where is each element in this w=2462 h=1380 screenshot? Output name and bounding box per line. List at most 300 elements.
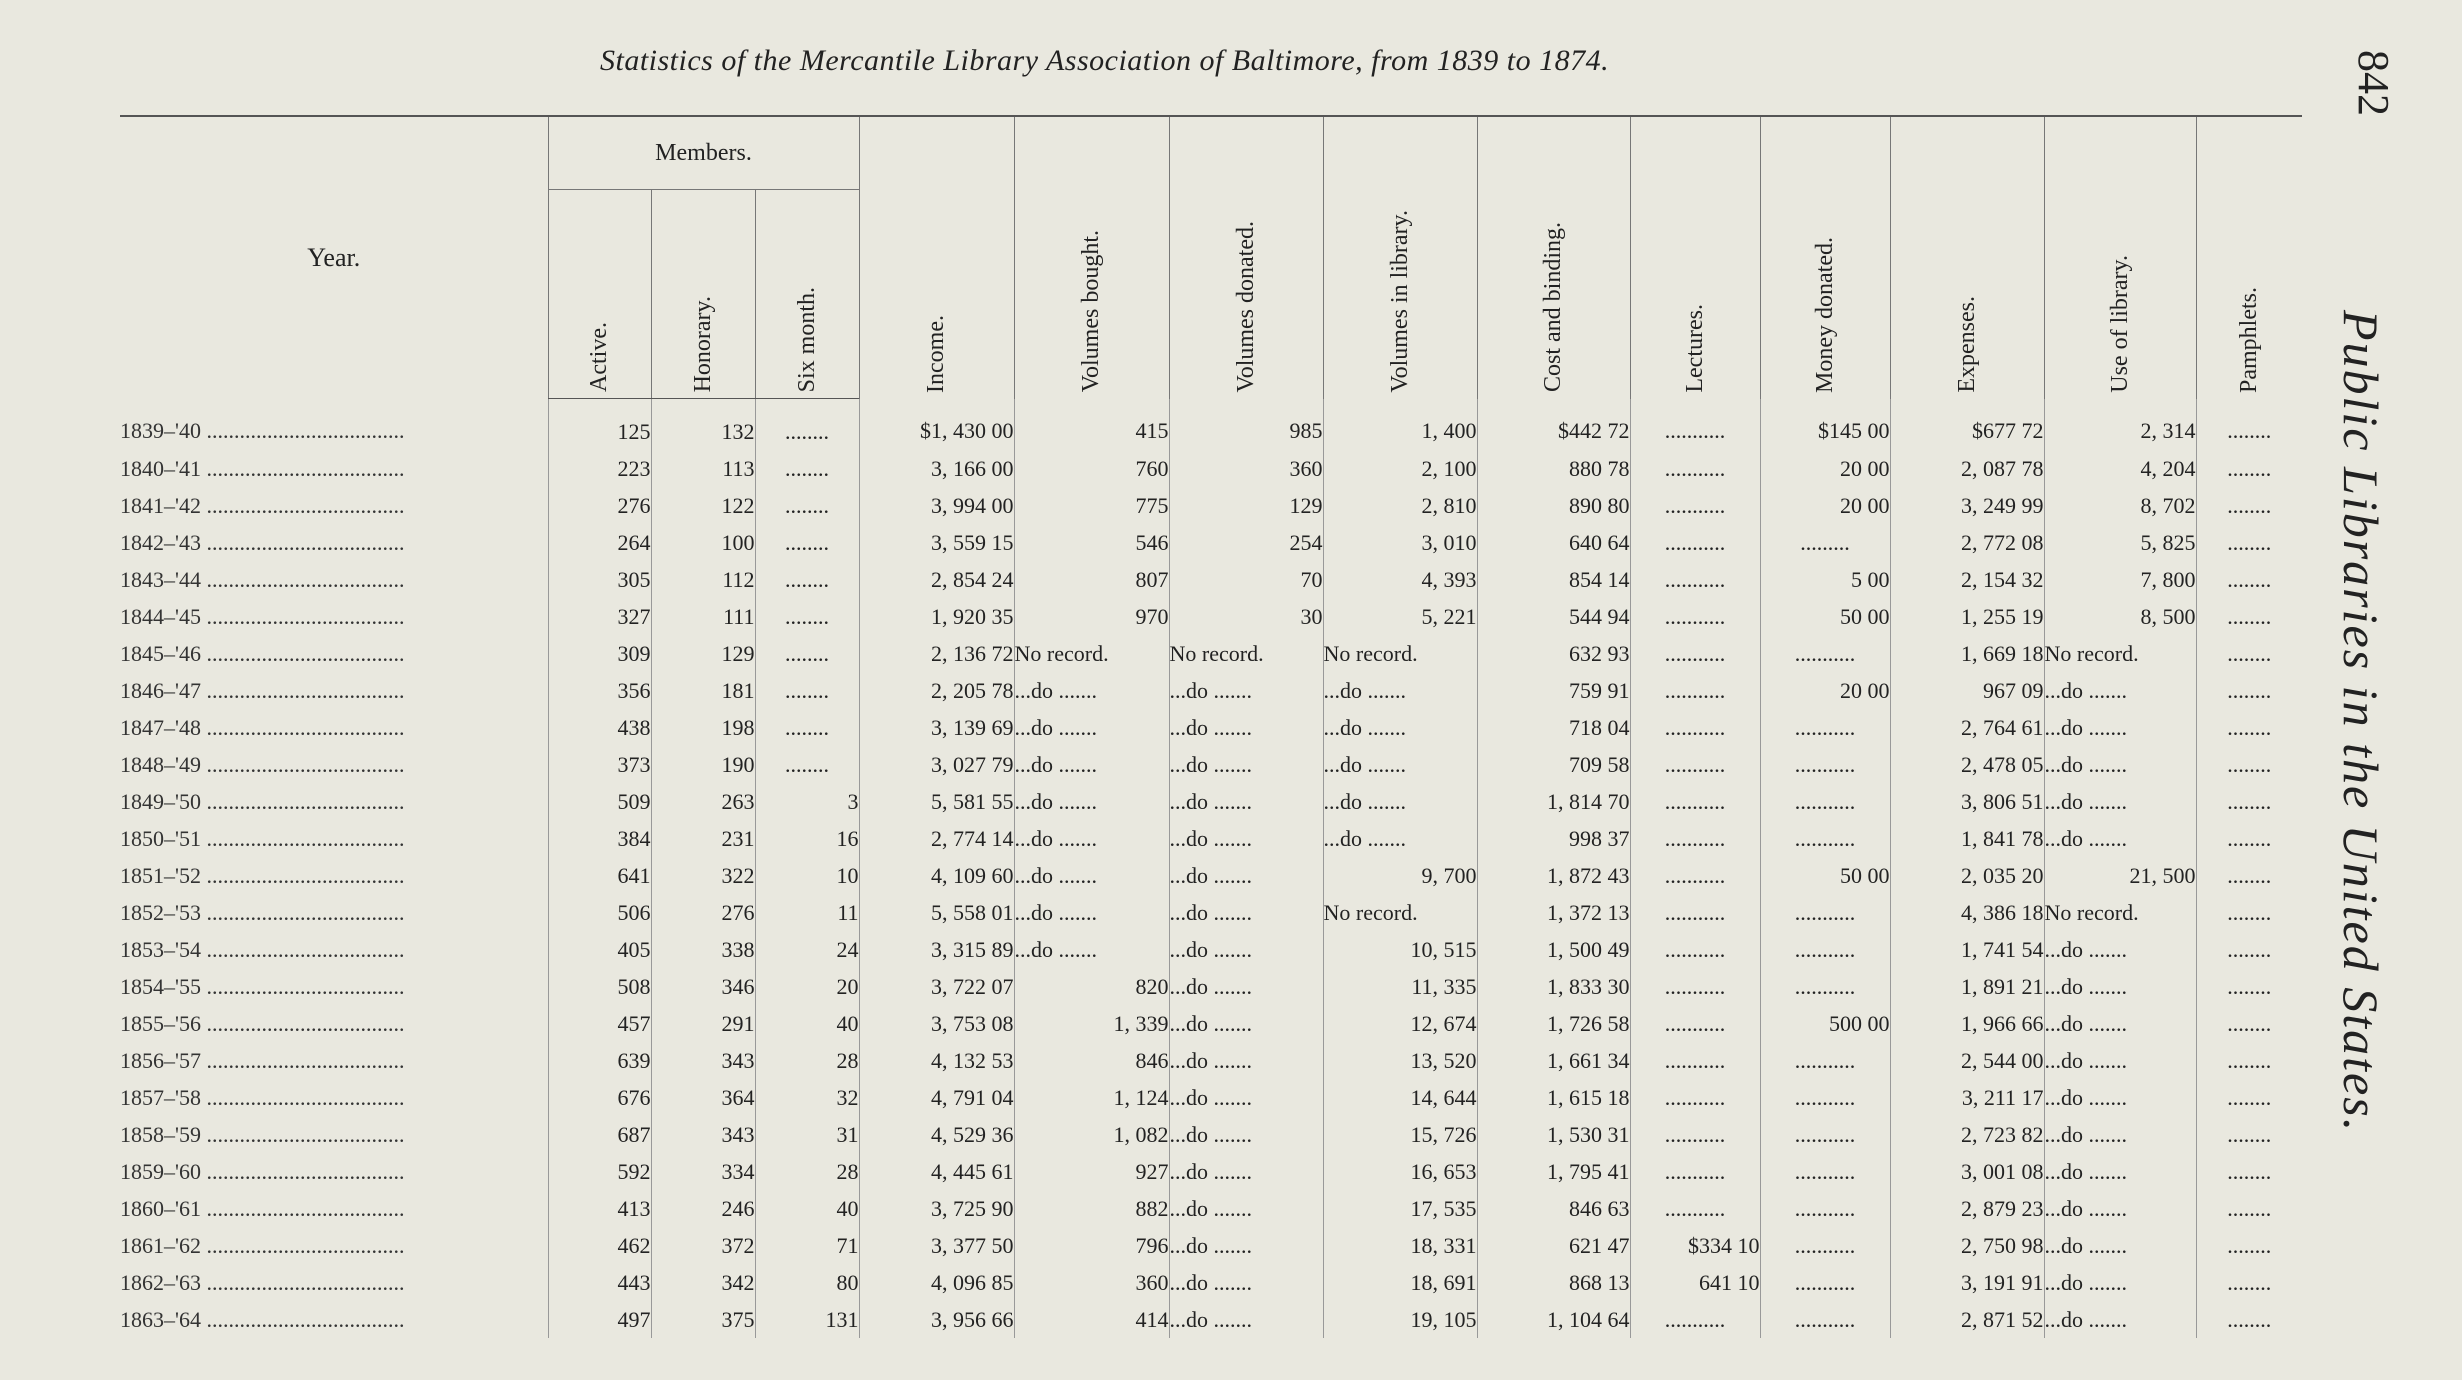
use-of-library-cell: ...do ....... [2044, 1116, 2196, 1153]
income-cell: $1, 430 00 [859, 399, 1014, 451]
expenses-cell: 2, 087 78 [1890, 450, 2044, 487]
six-month-cell: 10 [755, 857, 859, 894]
pamphlets-cell: ........ [2196, 931, 2302, 968]
expenses-header: Expenses. [1890, 116, 2044, 399]
pamphlets-cell: ........ [2196, 450, 2302, 487]
income-cell: 4, 109 60 [859, 857, 1014, 894]
page-title: Statistics of the Mercantile Library Association of Baltimore, from 1839 to 1874. [600, 44, 1610, 77]
lectures-cell: ........... [1630, 598, 1760, 635]
cost-and-binding-cell: 1, 530 31 [1477, 1116, 1630, 1153]
active-cell: 497 [548, 1301, 651, 1338]
lectures-cell: ........... [1630, 450, 1760, 487]
money-donated-cell: ........... [1760, 635, 1890, 672]
six-month-cell: ........ [755, 635, 859, 672]
use-of-library-cell: ...do ....... [2044, 709, 2196, 746]
honorary-cell: 263 [651, 783, 755, 820]
use-of-library-cell: 4, 204 [2044, 450, 2196, 487]
expenses-cell: 2, 035 20 [1890, 857, 2044, 894]
money-donated-cell: ........... [1760, 931, 1890, 968]
header-row-top [120, 116, 2302, 190]
volumes-bought-header: Volumes bought. [1014, 116, 1169, 399]
use-of-library-cell: ...do ....... [2044, 1227, 2196, 1264]
volumes-in-library-cell: 2, 810 [1323, 487, 1477, 524]
volumes-donated-cell: ...do ....... [1169, 894, 1323, 931]
use-of-library-cell: 21, 500 [2044, 857, 2196, 894]
active-cell: 276 [548, 487, 651, 524]
year-cell: 1841–'42 .................................... [120, 492, 405, 518]
money-donated-cell: 50 00 [1760, 857, 1890, 894]
running-head: Public Libraries in the United States. [2333, 310, 2389, 1134]
volumes-in-library-cell: 15, 726 [1323, 1116, 1477, 1153]
volumes-donated-cell: ...do ....... [1169, 1153, 1323, 1190]
money-donated-cell: ........... [1760, 894, 1890, 931]
volumes-in-library-cell: ...do ....... [1323, 820, 1477, 857]
pamphlets-cell: ........ [2196, 598, 2302, 635]
lectures-cell: $334 10 [1630, 1227, 1760, 1264]
volumes-in-library-cell: ...do ....... [1323, 746, 1477, 783]
honorary-cell: 181 [651, 672, 755, 709]
honorary-cell: 129 [651, 635, 755, 672]
table-row [120, 1301, 2302, 1338]
volumes-bought-cell: ...do ....... [1014, 783, 1169, 820]
honorary-cell: 372 [651, 1227, 755, 1264]
money-donated-cell: ........... [1760, 1227, 1890, 1264]
pamphlets-cell: ........ [2196, 1042, 2302, 1079]
money-donated-cell: ........... [1760, 1042, 1890, 1079]
money-donated-cell: ........... [1760, 746, 1890, 783]
six-month-cell: ........ [755, 561, 859, 598]
honorary-cell: 112 [651, 561, 755, 598]
income-cell: 5, 581 55 [859, 783, 1014, 820]
volumes-in-library-cell: 11, 335 [1323, 968, 1477, 1005]
income-header: Income. [859, 116, 1014, 399]
income-cell: 2, 854 24 [859, 561, 1014, 598]
pamphlets-cell: ........ [2196, 399, 2302, 451]
use-of-library-cell: ...do ....... [2044, 968, 2196, 1005]
cost-and-binding-cell: 880 78 [1477, 450, 1630, 487]
expenses-cell: 1, 255 19 [1890, 598, 2044, 635]
pamphlets-cell: ........ [2196, 1227, 2302, 1264]
volumes-in-library-cell: 19, 105 [1323, 1301, 1477, 1338]
lectures-cell: ........... [1630, 635, 1760, 672]
active-cell: 508 [548, 968, 651, 1005]
six-month-cell: 28 [755, 1153, 859, 1190]
six-month-cell: 40 [755, 1005, 859, 1042]
lectures-cell: ........... [1630, 524, 1760, 561]
table-row [120, 968, 2302, 1005]
money-donated-cell: ........... [1760, 1301, 1890, 1338]
volumes-in-library-cell: 2, 100 [1323, 450, 1477, 487]
cost-and-binding-cell: 1, 372 13 [1477, 894, 1630, 931]
expenses-cell: 2, 544 00 [1890, 1042, 2044, 1079]
cost-and-binding-cell: 890 80 [1477, 487, 1630, 524]
table-row [120, 783, 2302, 820]
table-row [120, 1042, 2302, 1079]
volumes-in-library-cell: 14, 644 [1323, 1079, 1477, 1116]
money-donated-cell: ........... [1760, 820, 1890, 857]
year-cell: 1849–'50 .................................... [120, 788, 405, 814]
six-month-cell: ........ [755, 746, 859, 783]
honorary-cell: 132 [651, 399, 755, 451]
honorary-cell: 342 [651, 1264, 755, 1301]
money-donated-cell: 20 00 [1760, 450, 1890, 487]
lectures-cell: ........... [1630, 1153, 1760, 1190]
volumes-donated-cell: ...do ....... [1169, 1042, 1323, 1079]
six-month-cell: ........ [755, 598, 859, 635]
cost-and-binding-cell: 998 37 [1477, 820, 1630, 857]
lectures-cell: ........... [1630, 709, 1760, 746]
income-cell: 4, 096 85 [859, 1264, 1014, 1301]
volumes-bought-cell: 546 [1014, 524, 1169, 561]
volumes-bought-cell: 414 [1014, 1301, 1169, 1338]
cost-and-binding-cell: 1, 795 41 [1477, 1153, 1630, 1190]
cost-and-binding-cell: 1, 726 58 [1477, 1005, 1630, 1042]
use-of-library-cell: 2, 314 [2044, 399, 2196, 451]
honorary-cell: 276 [651, 894, 755, 931]
volumes-bought-cell: ...do ....... [1014, 820, 1169, 857]
use-of-library-cell: ...do ....... [2044, 1190, 2196, 1227]
honorary-cell: 322 [651, 857, 755, 894]
money-donated-cell: ........... [1760, 1116, 1890, 1153]
volumes-donated-cell: 254 [1169, 524, 1323, 561]
year-cell: 1844–'45 .................................... [120, 603, 405, 629]
lectures-cell: ........... [1630, 399, 1760, 451]
volumes-in-library-cell: 16, 653 [1323, 1153, 1477, 1190]
lectures-cell: ........... [1630, 1042, 1760, 1079]
income-cell: 3, 722 07 [859, 968, 1014, 1005]
volumes-donated-cell: No record. [1169, 635, 1323, 672]
money-donated-cell: 5 00 [1760, 561, 1890, 598]
use-of-library-cell: 8, 702 [2044, 487, 2196, 524]
year-header: Year. [307, 242, 361, 272]
honorary-cell: 190 [651, 746, 755, 783]
lectures-cell: ........... [1630, 1116, 1760, 1153]
table-row [120, 399, 2302, 451]
statistics-table [120, 115, 2302, 1338]
year-cell: 1861–'62 .................................... [120, 1232, 405, 1258]
active-cell: 305 [548, 561, 651, 598]
table-row [120, 524, 2302, 561]
expenses-cell: 1, 891 21 [1890, 968, 2044, 1005]
volumes-donated-cell: ...do ....... [1169, 746, 1323, 783]
honorary-header: Honorary. [651, 190, 755, 399]
year-cell: 1853–'54 .................................... [120, 936, 405, 962]
year-cell: 1850–'51 .................................... [120, 825, 405, 851]
volumes-donated-cell: ...do ....... [1169, 709, 1323, 746]
volumes-bought-cell: 1, 124 [1014, 1079, 1169, 1116]
expenses-cell: 4, 386 18 [1890, 894, 2044, 931]
expenses-cell: 3, 806 51 [1890, 783, 2044, 820]
expenses-cell: 967 09 [1890, 672, 2044, 709]
pamphlets-cell: ........ [2196, 487, 2302, 524]
expenses-cell: $677 72 [1890, 399, 2044, 451]
table-row [120, 1264, 2302, 1301]
six-month-cell: 20 [755, 968, 859, 1005]
lectures-cell: ........... [1630, 1301, 1760, 1338]
money-donated-cell: ........... [1760, 1190, 1890, 1227]
pamphlets-cell: ........ [2196, 820, 2302, 857]
money-donated-cell: ........... [1760, 968, 1890, 1005]
pamphlets-cell: ........ [2196, 1005, 2302, 1042]
year-cell: 1842–'43 .................................... [120, 529, 405, 555]
income-cell: 4, 132 53 [859, 1042, 1014, 1079]
volumes-in-library-cell: 12, 674 [1323, 1005, 1477, 1042]
lectures-cell: ........... [1630, 561, 1760, 598]
expenses-cell: 1, 966 66 [1890, 1005, 2044, 1042]
expenses-cell: 3, 211 17 [1890, 1079, 2044, 1116]
volumes-in-library-cell: No record. [1323, 635, 1477, 672]
volumes-bought-cell: 846 [1014, 1042, 1169, 1079]
volumes-bought-cell: 760 [1014, 450, 1169, 487]
expenses-cell: 3, 191 91 [1890, 1264, 2044, 1301]
cost-and-binding-cell: 1, 661 34 [1477, 1042, 1630, 1079]
use-of-library-cell: ...do ....... [2044, 1042, 2196, 1079]
volumes-donated-cell: 360 [1169, 450, 1323, 487]
lectures-cell: ........... [1630, 783, 1760, 820]
honorary-cell: 100 [651, 524, 755, 561]
six-month-cell: 28 [755, 1042, 859, 1079]
table-row [120, 1227, 2302, 1264]
year-cell: 1863–'64 .................................... [120, 1306, 405, 1332]
six-month-cell: ........ [755, 399, 859, 451]
active-cell: 676 [548, 1079, 651, 1116]
money-donated-cell: $145 00 [1760, 399, 1890, 451]
use-of-library-cell: 8, 500 [2044, 598, 2196, 635]
volumes-in-library-cell: 13, 520 [1323, 1042, 1477, 1079]
honorary-cell: 375 [651, 1301, 755, 1338]
active-cell: 356 [548, 672, 651, 709]
active-cell: 413 [548, 1190, 651, 1227]
income-cell: 4, 791 04 [859, 1079, 1014, 1116]
money-donated-cell: ........... [1760, 1079, 1890, 1116]
active-cell: 223 [548, 450, 651, 487]
volumes-bought-cell: 415 [1014, 399, 1169, 451]
active-cell: 462 [548, 1227, 651, 1264]
income-cell: 3, 956 66 [859, 1301, 1014, 1338]
year-cell: 1852–'53 .................................... [120, 899, 405, 925]
table-row [120, 746, 2302, 783]
volumes-bought-cell: ...do ....... [1014, 709, 1169, 746]
table-row [120, 894, 2302, 931]
table-row [120, 561, 2302, 598]
honorary-cell: 246 [651, 1190, 755, 1227]
volumes-bought-cell: 1, 339 [1014, 1005, 1169, 1042]
active-header: Active. [548, 190, 651, 399]
volumes-donated-cell: ...do ....... [1169, 820, 1323, 857]
use-of-library-cell: ...do ....... [2044, 1264, 2196, 1301]
six-month-cell: 131 [755, 1301, 859, 1338]
volumes-bought-cell: ...do ....... [1014, 746, 1169, 783]
active-cell: 384 [548, 820, 651, 857]
cost-and-binding-cell: 1, 872 43 [1477, 857, 1630, 894]
use-of-library-cell: ...do ....... [2044, 820, 2196, 857]
year-cell: 1854–'55 .................................... [120, 973, 405, 999]
volumes-bought-cell: 360 [1014, 1264, 1169, 1301]
table-row [120, 709, 2302, 746]
expenses-cell: 2, 772 08 [1890, 524, 2044, 561]
use-of-library-cell: ...do ....... [2044, 931, 2196, 968]
lectures-cell: ........... [1630, 746, 1760, 783]
cost-and-binding-cell: 1, 833 30 [1477, 968, 1630, 1005]
volumes-in-library-cell: No record. [1323, 894, 1477, 931]
volumes-donated-cell: 129 [1169, 487, 1323, 524]
volumes-bought-cell: 775 [1014, 487, 1169, 524]
income-cell: 3, 725 90 [859, 1190, 1014, 1227]
cost-and-binding-cell: 1, 814 70 [1477, 783, 1630, 820]
year-cell: 1847–'48 .................................... [120, 714, 405, 740]
year-cell: 1848–'49 .................................... [120, 751, 405, 777]
income-cell: 3, 559 15 [859, 524, 1014, 561]
active-cell: 373 [548, 746, 651, 783]
expenses-cell: 1, 741 54 [1890, 931, 2044, 968]
money-donated-cell: ......... [1760, 524, 1890, 561]
honorary-cell: 111 [651, 598, 755, 635]
income-cell: 3, 753 08 [859, 1005, 1014, 1042]
volumes-bought-cell: ...do ....... [1014, 672, 1169, 709]
lectures-cell: 641 10 [1630, 1264, 1760, 1301]
six-month-cell: 24 [755, 931, 859, 968]
pamphlets-cell: ........ [2196, 746, 2302, 783]
cost-and-binding-cell: $442 72 [1477, 399, 1630, 451]
active-cell: 457 [548, 1005, 651, 1042]
active-cell: 687 [548, 1116, 651, 1153]
table-row [120, 672, 2302, 709]
honorary-cell: 231 [651, 820, 755, 857]
honorary-cell: 334 [651, 1153, 755, 1190]
active-cell: 438 [548, 709, 651, 746]
six-month-cell: ........ [755, 672, 859, 709]
year-cell: 1859–'60 .................................... [120, 1158, 405, 1184]
volumes-donated-cell: ...do ....... [1169, 857, 1323, 894]
volumes-donated-cell: ...do ....... [1169, 968, 1323, 1005]
income-cell: 5, 558 01 [859, 894, 1014, 931]
volumes-donated-header: Volumes donated. [1169, 116, 1323, 399]
expenses-cell: 3, 001 08 [1890, 1153, 2044, 1190]
expenses-cell: 1, 841 78 [1890, 820, 2044, 857]
year-cell: 1840–'41 .................................... [120, 455, 405, 481]
volumes-donated-cell: ...do ....... [1169, 1264, 1323, 1301]
pamphlets-cell: ........ [2196, 783, 2302, 820]
use-of-library-cell: ...do ....... [2044, 783, 2196, 820]
volumes-in-library-cell: 3, 010 [1323, 524, 1477, 561]
cost-and-binding-cell: 718 04 [1477, 709, 1630, 746]
volumes-in-library-cell: ...do ....... [1323, 783, 1477, 820]
money-donated-header: Money donated. [1760, 116, 1890, 399]
volumes-bought-cell: ...do ....... [1014, 931, 1169, 968]
six-month-cell: 71 [755, 1227, 859, 1264]
honorary-cell: 122 [651, 487, 755, 524]
lectures-cell: ........... [1630, 968, 1760, 1005]
year-cell: 1855–'56 .................................... [120, 1010, 405, 1036]
volumes-bought-cell: 882 [1014, 1190, 1169, 1227]
cost-and-binding-header: Cost and binding. [1477, 116, 1630, 399]
active-cell: 592 [548, 1153, 651, 1190]
pamphlets-cell: ........ [2196, 894, 2302, 931]
pamphlets-cell: ........ [2196, 1079, 2302, 1116]
honorary-cell: 113 [651, 450, 755, 487]
year-cell: 1858–'59 .................................... [120, 1121, 405, 1147]
cost-and-binding-cell: 1, 500 49 [1477, 931, 1630, 968]
cost-and-binding-cell: 621 47 [1477, 1227, 1630, 1264]
volumes-bought-cell: 807 [1014, 561, 1169, 598]
volumes-donated-cell: 30 [1169, 598, 1323, 635]
active-cell: 327 [548, 598, 651, 635]
lectures-cell: ........... [1630, 1190, 1760, 1227]
volumes-in-library-cell: 5, 221 [1323, 598, 1477, 635]
active-cell: 264 [548, 524, 651, 561]
year-cell: 1860–'61 .................................... [120, 1195, 405, 1221]
members-header: Members. [548, 116, 859, 190]
lectures-cell: ........... [1630, 820, 1760, 857]
income-cell: 3, 027 79 [859, 746, 1014, 783]
cost-and-binding-cell: 1, 104 64 [1477, 1301, 1630, 1338]
use-of-library-cell: 5, 825 [2044, 524, 2196, 561]
cost-and-binding-cell: 709 58 [1477, 746, 1630, 783]
active-cell: 309 [548, 635, 651, 672]
active-cell: 405 [548, 931, 651, 968]
table-body [120, 399, 2302, 1339]
pamphlets-cell: ........ [2196, 1190, 2302, 1227]
use-of-library-cell: ...do ....... [2044, 746, 2196, 783]
volumes-donated-cell: ...do ....... [1169, 1005, 1323, 1042]
honorary-cell: 198 [651, 709, 755, 746]
honorary-cell: 338 [651, 931, 755, 968]
cost-and-binding-cell: 640 64 [1477, 524, 1630, 561]
active-cell: 125 [548, 399, 651, 451]
year-cell: 1857–'58 .................................... [120, 1084, 405, 1110]
volumes-in-library-cell: 17, 535 [1323, 1190, 1477, 1227]
pamphlets-cell: ........ [2196, 857, 2302, 894]
lectures-cell: ........... [1630, 1005, 1760, 1042]
pamphlets-cell: ........ [2196, 1153, 2302, 1190]
volumes-in-library-cell: ...do ....... [1323, 709, 1477, 746]
cost-and-binding-cell: 846 63 [1477, 1190, 1630, 1227]
expenses-cell: 2, 478 05 [1890, 746, 2044, 783]
use-of-library-cell: ...do ....... [2044, 1005, 2196, 1042]
volumes-bought-cell: 796 [1014, 1227, 1169, 1264]
use-of-library-header: Use of library. [2044, 116, 2196, 399]
table-row [120, 487, 2302, 524]
use-of-library-cell: No record. [2044, 894, 2196, 931]
volumes-in-library-cell: ...do ....... [1323, 672, 1477, 709]
six-month-cell: 16 [755, 820, 859, 857]
volumes-bought-cell: 970 [1014, 598, 1169, 635]
lectures-cell: ........... [1630, 894, 1760, 931]
table-row [120, 1153, 2302, 1190]
cost-and-binding-cell: 544 94 [1477, 598, 1630, 635]
table-row [120, 598, 2302, 635]
income-cell: 3, 139 69 [859, 709, 1014, 746]
volumes-bought-cell: No record. [1014, 635, 1169, 672]
pamphlets-cell: ........ [2196, 1116, 2302, 1153]
honorary-cell: 291 [651, 1005, 755, 1042]
money-donated-cell: ........... [1760, 783, 1890, 820]
money-donated-cell: ........... [1760, 709, 1890, 746]
volumes-donated-cell: ...do ....... [1169, 1190, 1323, 1227]
six-month-cell: ........ [755, 450, 859, 487]
expenses-cell: 2, 154 32 [1890, 561, 2044, 598]
cost-and-binding-cell: 868 13 [1477, 1264, 1630, 1301]
income-cell: 2, 774 14 [859, 820, 1014, 857]
volumes-in-library-cell: 4, 393 [1323, 561, 1477, 598]
lectures-cell: ........... [1630, 672, 1760, 709]
year-cell: 1845–'46 .................................... [120, 640, 405, 666]
pamphlets-cell: ........ [2196, 709, 2302, 746]
volumes-donated-cell: 985 [1169, 399, 1323, 451]
volumes-bought-cell: 1, 082 [1014, 1116, 1169, 1153]
six-month-header: Six month. [755, 190, 859, 399]
honorary-cell: 346 [651, 968, 755, 1005]
